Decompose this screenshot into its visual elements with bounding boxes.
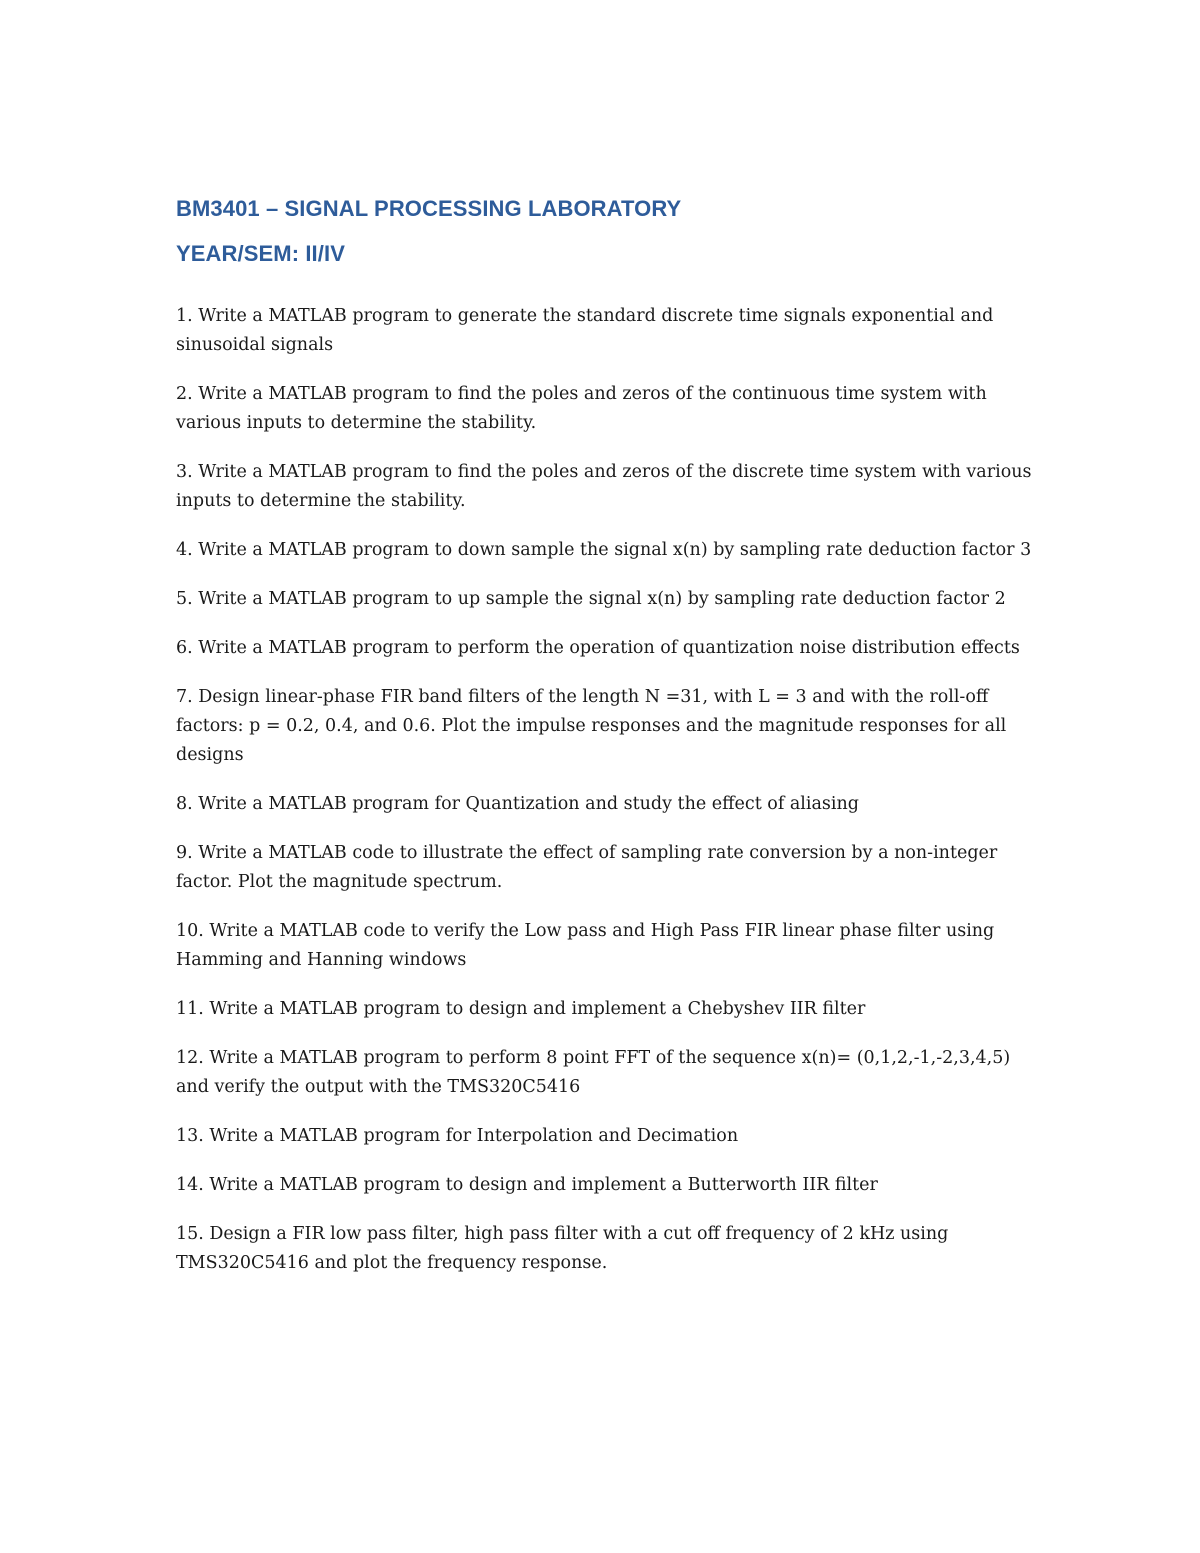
experiment-item-3: 3. Write a MATLAB program to find the poles and zeros of the discrete time system with various inputs to determine the stability. (176, 462, 1032, 511)
experiment-item-11: 11. Write a MATLAB program to design and implement a Chebyshev IIR filter (176, 999, 866, 1019)
document-title: BM3401 – SIGNAL PROCESSING LABORATORY (176, 196, 682, 221)
experiment-list (176, 302, 1036, 1278)
experiment-item-4: 4. Write a MATLAB program to down sample the signal x(n) by sampling rate deduction factor 3 (176, 540, 1032, 560)
experiment-item-14: 14. Write a MATLAB program to design and implement a Butterworth IIR filter (176, 1175, 878, 1195)
document-subtitle: YEAR/SEM: II/IV (176, 241, 345, 266)
experiment-item-5: 5. Write a MATLAB program to up sample the signal x(n) by sampling rate deduction factor 2 (176, 589, 1006, 609)
experiment-item-1: 1. Write a MATLAB program to generate the standard discrete time signals exponential and sinusoidal signals (176, 306, 994, 355)
experiment-item-7: 7. Design linear-phase FIR band filters of the length N =31, with L = 3 and with the roll-off factors: p = 0.2, 0.4, and 0.6. Plot the impulse responses and the magnitude responses for all designs (176, 687, 1007, 765)
document-content (176, 190, 1036, 1298)
experiment-item-6: 6. Write a MATLAB program to perform the operation of quantization noise distribution effects (176, 638, 1020, 658)
experiment-item-2: 2. Write a MATLAB program to find the poles and zeros of the continuous time system with various inputs to determine the stability. (176, 384, 987, 433)
experiment-item-15: 15. Design a FIR low pass filter, high pass filter with a cut off frequency of 2 kHz using TMS320C5416 and plot the frequency response. (176, 1224, 949, 1273)
experiment-item-10: 10. Write a MATLAB code to verify the Low pass and High Pass FIR linear phase filter using Hamming and Hanning windows (176, 921, 995, 970)
experiment-item-12: 12. Write a MATLAB program to perform 8 point FFT of the sequence x(n)= (0,1,2,-1,-2,3,4,5) and verify the output with the TMS320C5416 (176, 1048, 1011, 1097)
experiment-item-8: 8. Write a MATLAB program for Quantization and study the effect of aliasing (176, 794, 859, 814)
experiment-item-9: 9. Write a MATLAB code to illustrate the effect of sampling rate conversion by a non-integer factor. Plot the magnitude spectrum. (176, 843, 998, 892)
experiment-item-13: 13. Write a MATLAB program for Interpolation and Decimation (176, 1126, 739, 1146)
